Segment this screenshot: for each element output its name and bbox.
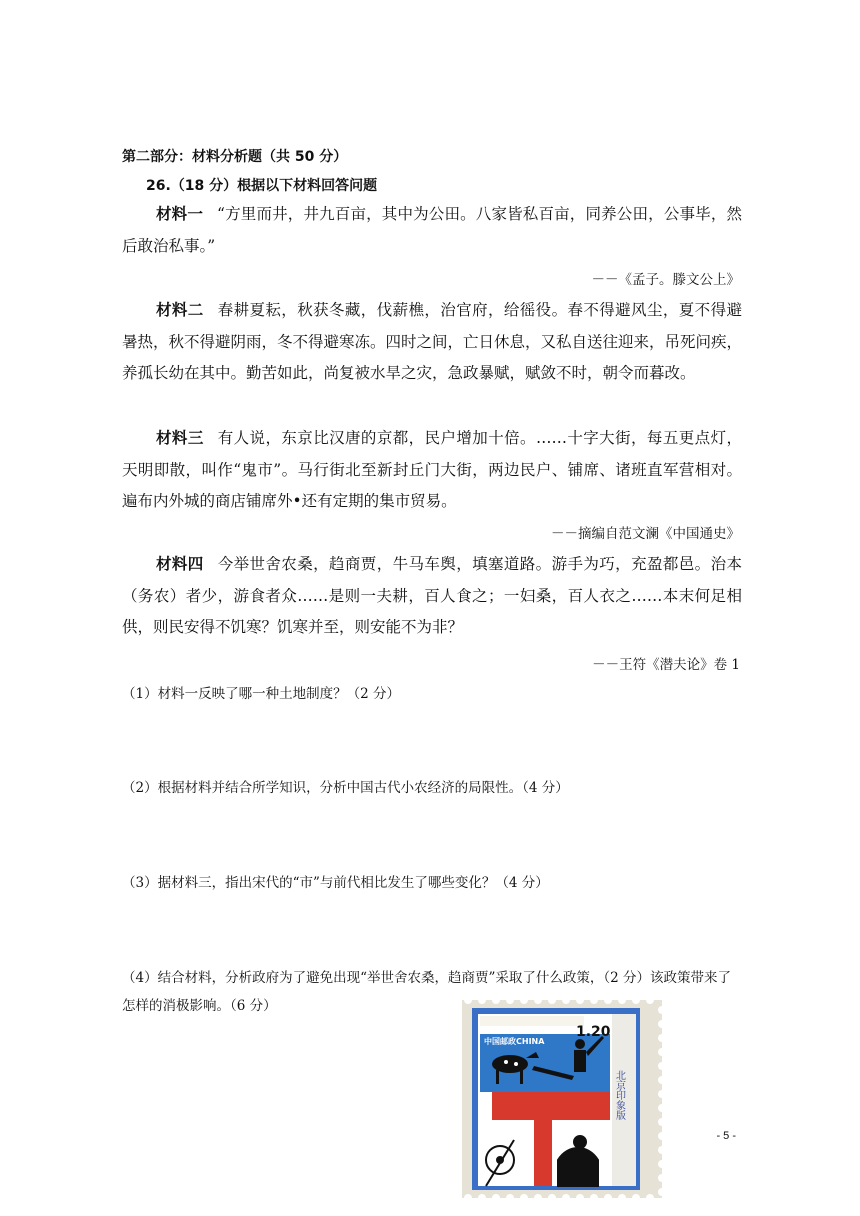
material-3 — [122, 423, 742, 518]
material-label: 材料一 — [156, 205, 204, 223]
stamp-side-caption: 北京印象版 — [613, 1070, 625, 1120]
material-text: 有人说，东京比汉唐的京都，民户增加十倍。……十字大街，每五更点灯，天明即散，叫作“鬼市”。马行街北至新封丘门大街，两边民户、铺席、诸班直军营相对。遍布内外城的商店铺席外•还有定期的集市贸易。 — [122, 429, 742, 510]
material-source: －－摘编自范文澜《中国通史》 — [551, 526, 740, 542]
material-1 — [122, 199, 742, 262]
material-text: “方里而井，井九百亩，其中为公田。八家皆私百亩，同养公田，公事毕，然后敢治私事。” — [122, 205, 742, 255]
question-1: （1）材料一反映了哪一种土地制度？（2 分） — [122, 686, 400, 702]
postage-stamp-image — [462, 1000, 662, 1198]
stamp-value-text: 1.20 — [576, 1024, 611, 1040]
section-title: 第二部分：材料分析题（共 50 分） — [122, 149, 348, 165]
material-2 — [122, 295, 742, 390]
material-text: 今举世舍农桑，趋商贾，牛马车舆，填塞道路。游手为巧，充盈都邑。治本（务农）者少，游食者众……是则一夫耕，百人食之；一妇桑，百人衣之……本末何足相供，则民安得不饥寒？饥寒并至，则安能不为非？ — [122, 555, 742, 636]
stamp-country-text: 中国邮政CHINA — [484, 1037, 545, 1046]
material-source: －－《孟子。滕文公上》 — [591, 272, 740, 288]
page-number: - 5 - — [716, 1130, 736, 1142]
material-label: 材料二 — [156, 301, 204, 319]
material-label: 材料三 — [156, 429, 204, 447]
material-label: 材料四 — [156, 555, 204, 573]
material-text: 春耕夏耘，秋获冬藏，伐薪樵，治官府，给徭役。春不得避风尘，夏不得避暑热，秋不得避阴雨，冬不得避寒冻。四时之间，亡日休息，又私自送往迎来，吊死问疾，养孤长幼在其中。勤苦如此，尚复被水旱之灾，急政暴赋，赋敛不时，朝令而暮改。 — [122, 301, 743, 382]
question-heading: 26.（18 分）根据以下材料回答问题 — [146, 178, 378, 194]
material-4 — [122, 549, 742, 644]
question-3: （3）据材料三，指出宋代的“市”与前代相比发生了哪些变化？（4 分） — [122, 875, 549, 891]
question-4: （4）结合材料，分析政府为了避免出现“举世舍农桑，趋商贾”采取了什么政策，（2 分）该政策带来了怎样的消极影响。（6 分） — [122, 970, 732, 1014]
question-2: （2）根据材料并结合所学知识，分析中国古代小农经济的局限性。（4 分） — [122, 780, 569, 796]
material-source: －－王符《潜夫论》卷 1 — [592, 657, 740, 673]
